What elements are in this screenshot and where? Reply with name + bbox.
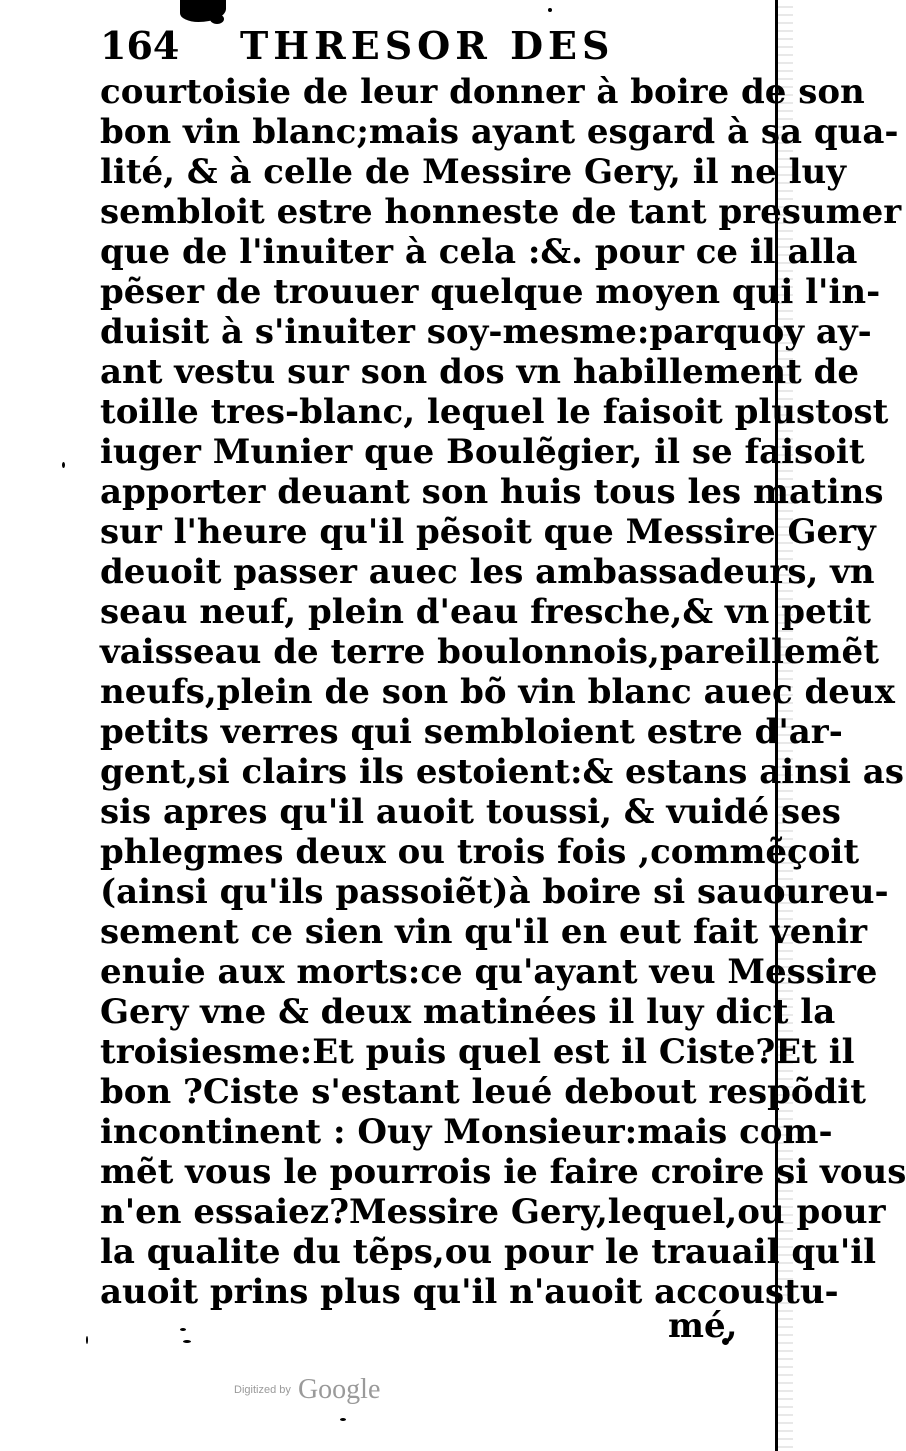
text-line: enuie aux morts:ce qu'ayant veu Messire: [100, 952, 878, 992]
page-header: [100, 22, 760, 70]
text-line: Gery vne & deux matinées il luy dict la: [100, 992, 836, 1032]
text-line: seau neuf, plein d'eau fresche,& vn petit: [100, 592, 871, 632]
text-line: vaisseau de terre boulonnois,pareillemẽt: [100, 632, 879, 672]
text-line: pẽser de trouuer quelque moyen qui l'in-: [100, 272, 881, 312]
text-line: petits verres qui sembloient estre d'ar-: [100, 712, 843, 752]
ink-speck: [183, 1340, 191, 1343]
text-line: toille tres-blanc, lequel le faisoit plustost: [100, 392, 889, 432]
text-line: ant vestu sur son dos vn habillement de: [100, 352, 859, 392]
text-line: phlegmes deux ou trois fois ,commẽçoit: [100, 832, 860, 872]
ink-speck: [340, 1418, 346, 1421]
ink-speck: [180, 1328, 186, 1331]
text-line: incontinent : Ouy Monsieur:mais com-: [100, 1112, 833, 1152]
text-line: troisiesme:Et puis quel est il Ciste?Et il: [100, 1032, 855, 1072]
text-line: bon ?Ciste s'estant leué debout respõdit: [100, 1072, 866, 1112]
text-line: lité, & à celle de Messire Gery, il ne luy: [100, 152, 846, 192]
running-title: THRESOR DES: [240, 23, 615, 68]
text-line: sembloit estre honneste de tant presumer: [100, 192, 902, 232]
ink-speck: [548, 8, 552, 12]
catchword: mé,: [668, 1306, 738, 1346]
text-line: iuger Munier que Boulẽgier, il se faisoit: [100, 432, 865, 472]
text-line: auoit prins plus qu'il n'auoit accoustu-: [100, 1272, 839, 1312]
text-line: (ainsi qu'ils passoiẽt)à boire si sauoureu-: [100, 872, 889, 912]
digitized-by-google-watermark: [234, 1374, 380, 1408]
google-logo: Google: [297, 1374, 381, 1405]
text-line: n'en essaiez?Messire Gery,lequel,ou pour: [100, 1192, 886, 1232]
text-line: bon vin blanc;mais ayant esgard à sa qua-: [100, 112, 899, 152]
text-line: que de l'inuiter à cela :&. pour ce il alla: [100, 232, 858, 272]
text-line: neufs,plein de son bõ vin blanc auec deux: [100, 672, 895, 712]
text-line: courtoisie de leur donner à boire de son: [100, 72, 865, 112]
text-line: duisit à s'inuiter soy-mesme:parquoy ay-: [100, 312, 872, 352]
text-line: sement ce sien vin qu'il en eut fait venir: [100, 912, 867, 952]
ink-speck: [62, 462, 65, 468]
text-line: mẽt vous le pourrois ie faire croire si vous: [100, 1152, 906, 1192]
ink-speck: [86, 1336, 88, 1344]
watermark-prefix: Digitized by: [234, 1384, 291, 1396]
text-line: apporter deuant son huis tous les matins: [100, 472, 884, 512]
text-line: sis apres qu'il auoit toussi, & vuidé ses: [100, 792, 841, 832]
text-line: la qualite du tẽps,ou pour le trauail qu'il: [100, 1232, 877, 1272]
text-line: sur l'heure qu'il pẽsoit que Messire Gery: [100, 512, 876, 552]
text-line: deuoit passer auec les ambassadeurs, vn: [100, 552, 875, 592]
page-number: 164: [100, 23, 180, 68]
text-line: gent,si clairs ils estoient:& estans ainsi as: [100, 752, 904, 792]
